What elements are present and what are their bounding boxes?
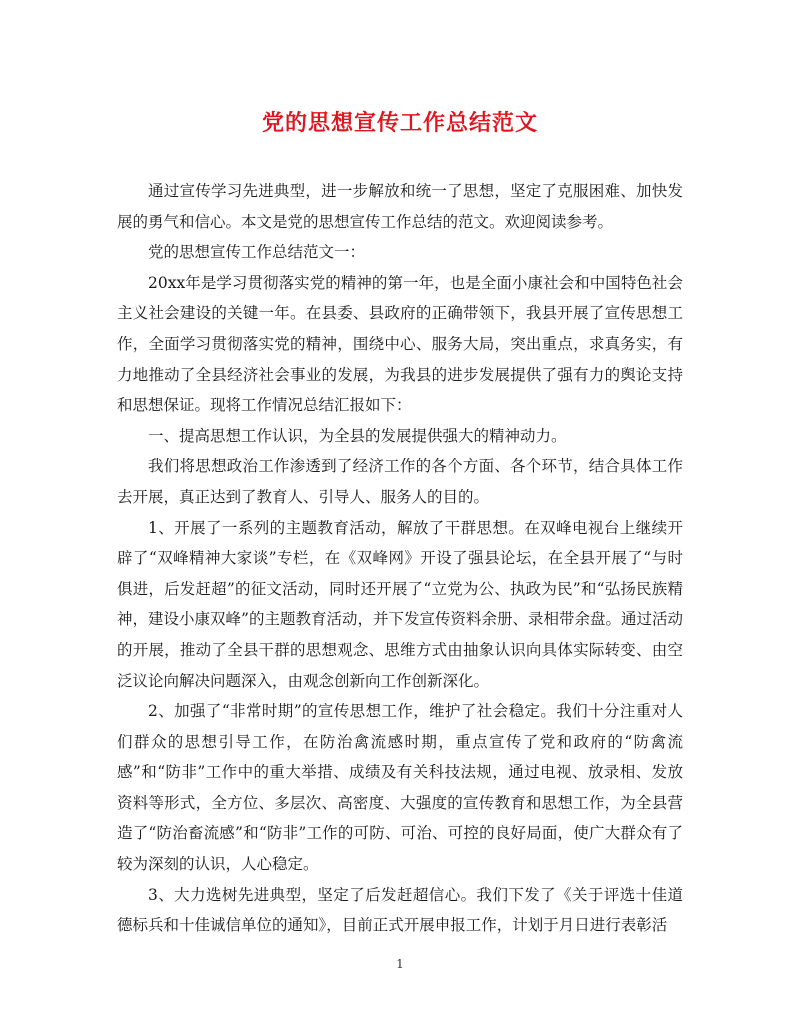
page-number: 1 — [396, 957, 404, 971]
document-body — [117, 176, 683, 941]
paragraph: 党的思想宣传工作总结范文一： — [148, 243, 366, 262]
paragraph: 1、开展了一系列的主题教育活动，解放了干群思想。在双峰电视台上继续开辟了“双峰精神大家谈”专栏，在《双峰网》开设了强县论坛，在全县开展了“与时俱进，后发赶超”的征文活动，同时还开展了“立党为公、执政为民”和“弘扬民族精神，建设小康双峰”的主题教育活动，并下发宣传资料余册、录相带余盘。通过活动的开展，推动了全县干群的思想观念、思维方式由抽象认识向具体实际转变、由空泛议论向解决问题深入，由观念创新向工作创新深化。 — [117, 518, 683, 690]
paragraph: 通过宣传学习先进典型，进一步解放和统一了思想，坚定了克服困难、加快发展的勇气和信心。本文是党的思想宣传工作总结的范文。欢迎阅读参考。 — [117, 182, 683, 231]
paragraph: 20xx年是学习贯彻落实党的精神的第一年，也是全面小康社会和中国特色社会主义社会建设的关键一年。在县委、县政府的正确带领下，我县开展了宣传思想工作，全面学习贯彻落实党的精神，围绕中心、服务大局，突出重点，求真务实，有力地推动了全县经济社会事业的发展，为我县的进步发展提供了强有力的舆论支持和思想保证。现将工作情况总结汇报如下： — [117, 273, 683, 415]
paragraph: 3、大力选树先进典型，坚定了后发赶超信心。我们下发了《关于评选十佳道德标兵和十佳诚信单位的通知》，目前正式开展申报工作，计划于月日进行表彰活 — [117, 885, 683, 935]
paragraph: 我们将思想政治工作渗透到了经济工作的各个方面、各个环节，结合具体工作去开展，真正达到了教育人、引导人、服务人的目的。 — [117, 457, 683, 506]
document-title: 党的思想宣传工作总结范文 — [261, 110, 538, 136]
paragraph: 一、提高思想工作认识，为全县的发展提供强大的精神动力。 — [148, 426, 567, 445]
paragraph: 2、加强了“非常时期”的宣传思想工作，维护了社会稳定。我们十分注重对人们群众的思想引导工作，在防治禽流感时期，重点宣传了党和政府的“防禽流感”和“防非”工作中的重大举措、成绩及有关科技法规，通过电视、放录相、发放资料等形式，全方位、多层次、高密度、大强度的宣传教育和思想工作，为全县营造了“防治畜流感”和“防非”工作的可防、可治、可控的良好局面，使广大群众有了较为深刻的认识，人心稳定。 — [117, 702, 683, 874]
